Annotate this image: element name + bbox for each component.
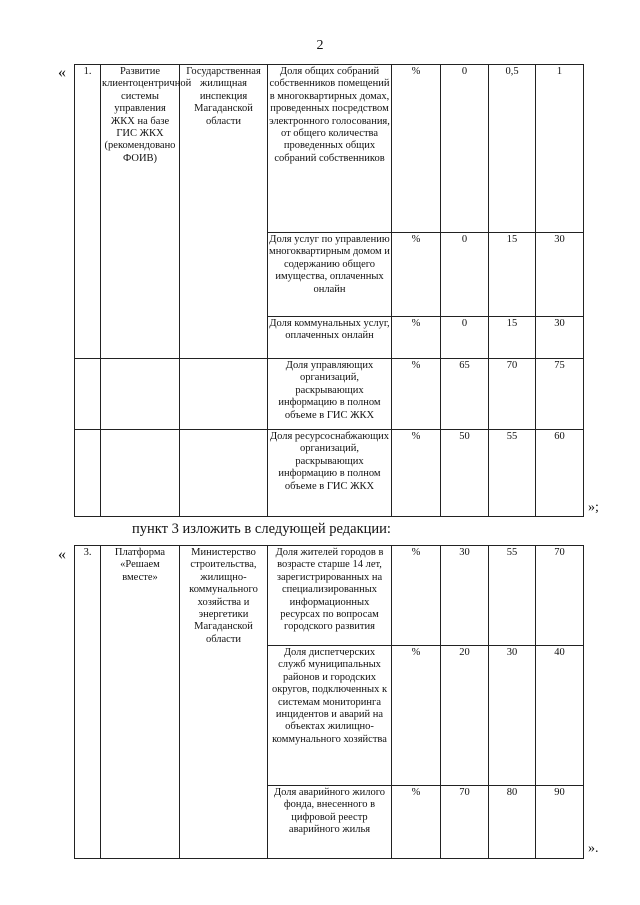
row-number-cell: 3. <box>75 546 101 859</box>
empty-cell <box>101 359 180 430</box>
table-row <box>75 359 584 430</box>
value-cell-1: 50 <box>441 430 489 517</box>
unit-cell: % <box>392 786 441 859</box>
indicator-cell: Доля ресурсоснабжающих организаций, раскрывающих информацию в полном объеме в ГИС ЖКХ <box>268 430 392 517</box>
empty-cell <box>75 430 101 517</box>
indicator-cell: Доля коммунальных услуг, оплаченных онлайн <box>268 317 392 359</box>
empty-cell <box>180 359 268 430</box>
value-cell-3: 60 <box>536 430 584 517</box>
amendment-paragraph: пункт 3 изложить в следующей редакции: <box>132 521 391 537</box>
agency-cell: Государственная жилищная инспекция Магаданской области <box>180 65 268 359</box>
direction-cell: Платформа «Решаем вместе» <box>101 546 180 859</box>
value-cell-3: 30 <box>536 233 584 317</box>
value-cell-1: 0 <box>441 317 489 359</box>
value-cell-2: 15 <box>489 233 536 317</box>
value-cell-2: 55 <box>489 430 536 517</box>
value-cell-1: 30 <box>441 546 489 646</box>
indicator-cell: Доля услуг по управлению многоквартирным домом и содержанию общего имущества, оплаченных онлайн <box>268 233 392 317</box>
value-cell-3: 30 <box>536 317 584 359</box>
unit-cell: % <box>392 546 441 646</box>
value-cell-3: 90 <box>536 786 584 859</box>
indicator-cell: Доля общих собраний собственников помещений в многоквартирных домах, проведенных посредством электронного голосования, от общего количества проведенных общих собраний собственников <box>268 65 392 233</box>
value-cell-2: 30 <box>489 646 536 786</box>
empty-cell <box>180 430 268 517</box>
table-row <box>75 546 584 646</box>
opening-quote-1: « <box>58 64 66 81</box>
empty-cell <box>75 359 101 430</box>
value-cell-3: 70 <box>536 546 584 646</box>
value-cell-3: 75 <box>536 359 584 430</box>
closing-mark-1: »; <box>588 500 599 515</box>
direction-cell: Развитие клиентоцентричной системы управления ЖКХ на базе ГИС ЖКХ (рекомендовано ФОИВ) <box>101 65 180 359</box>
value-cell-2: 70 <box>489 359 536 430</box>
value-cell-1: 0 <box>441 233 489 317</box>
page-number: 2 <box>316 38 324 53</box>
value-cell-1: 65 <box>441 359 489 430</box>
value-cell-2: 0,5 <box>489 65 536 233</box>
value-cell-3: 40 <box>536 646 584 786</box>
table-row <box>75 65 584 233</box>
value-cell-3: 1 <box>536 65 584 233</box>
opening-quote-2: « <box>58 546 66 563</box>
empty-cell <box>101 430 180 517</box>
value-cell-1: 20 <box>441 646 489 786</box>
unit-cell: % <box>392 65 441 233</box>
agency-cell: Министерство строительства, жилищно-коммунального хозяйства и энергетики Магаданской области <box>180 546 268 859</box>
unit-cell: % <box>392 646 441 786</box>
value-cell-2: 55 <box>489 546 536 646</box>
indicators-table-1 <box>74 64 584 517</box>
indicators-table-2 <box>74 545 584 859</box>
row-number-cell: 1. <box>75 65 101 359</box>
unit-cell: % <box>392 317 441 359</box>
value-cell-1: 0 <box>441 65 489 233</box>
value-cell-2: 15 <box>489 317 536 359</box>
table-row <box>75 430 584 517</box>
indicator-cell: Доля аварийного жилого фонда, внесенного в цифровой реестр аварийного жилья <box>268 786 392 859</box>
indicator-cell: Доля жителей городов в возрасте старше 14 лет, зарегистрированных на специализированных информационных ресурсах по вопросам городского развития <box>268 546 392 646</box>
indicator-cell: Доля диспетчерских служб муниципальных районов и городских округов, подключенных к системам мониторинга инцидентов и аварий на объектах жилищно-коммунального хозяйства <box>268 646 392 786</box>
value-cell-2: 80 <box>489 786 536 859</box>
closing-mark-2: ». <box>588 841 599 856</box>
indicator-cell: Доля управляющих организаций, раскрывающих информацию в полном объеме в ГИС ЖКХ <box>268 359 392 430</box>
unit-cell: % <box>392 359 441 430</box>
value-cell-1: 70 <box>441 786 489 859</box>
unit-cell: % <box>392 233 441 317</box>
unit-cell: % <box>392 430 441 517</box>
